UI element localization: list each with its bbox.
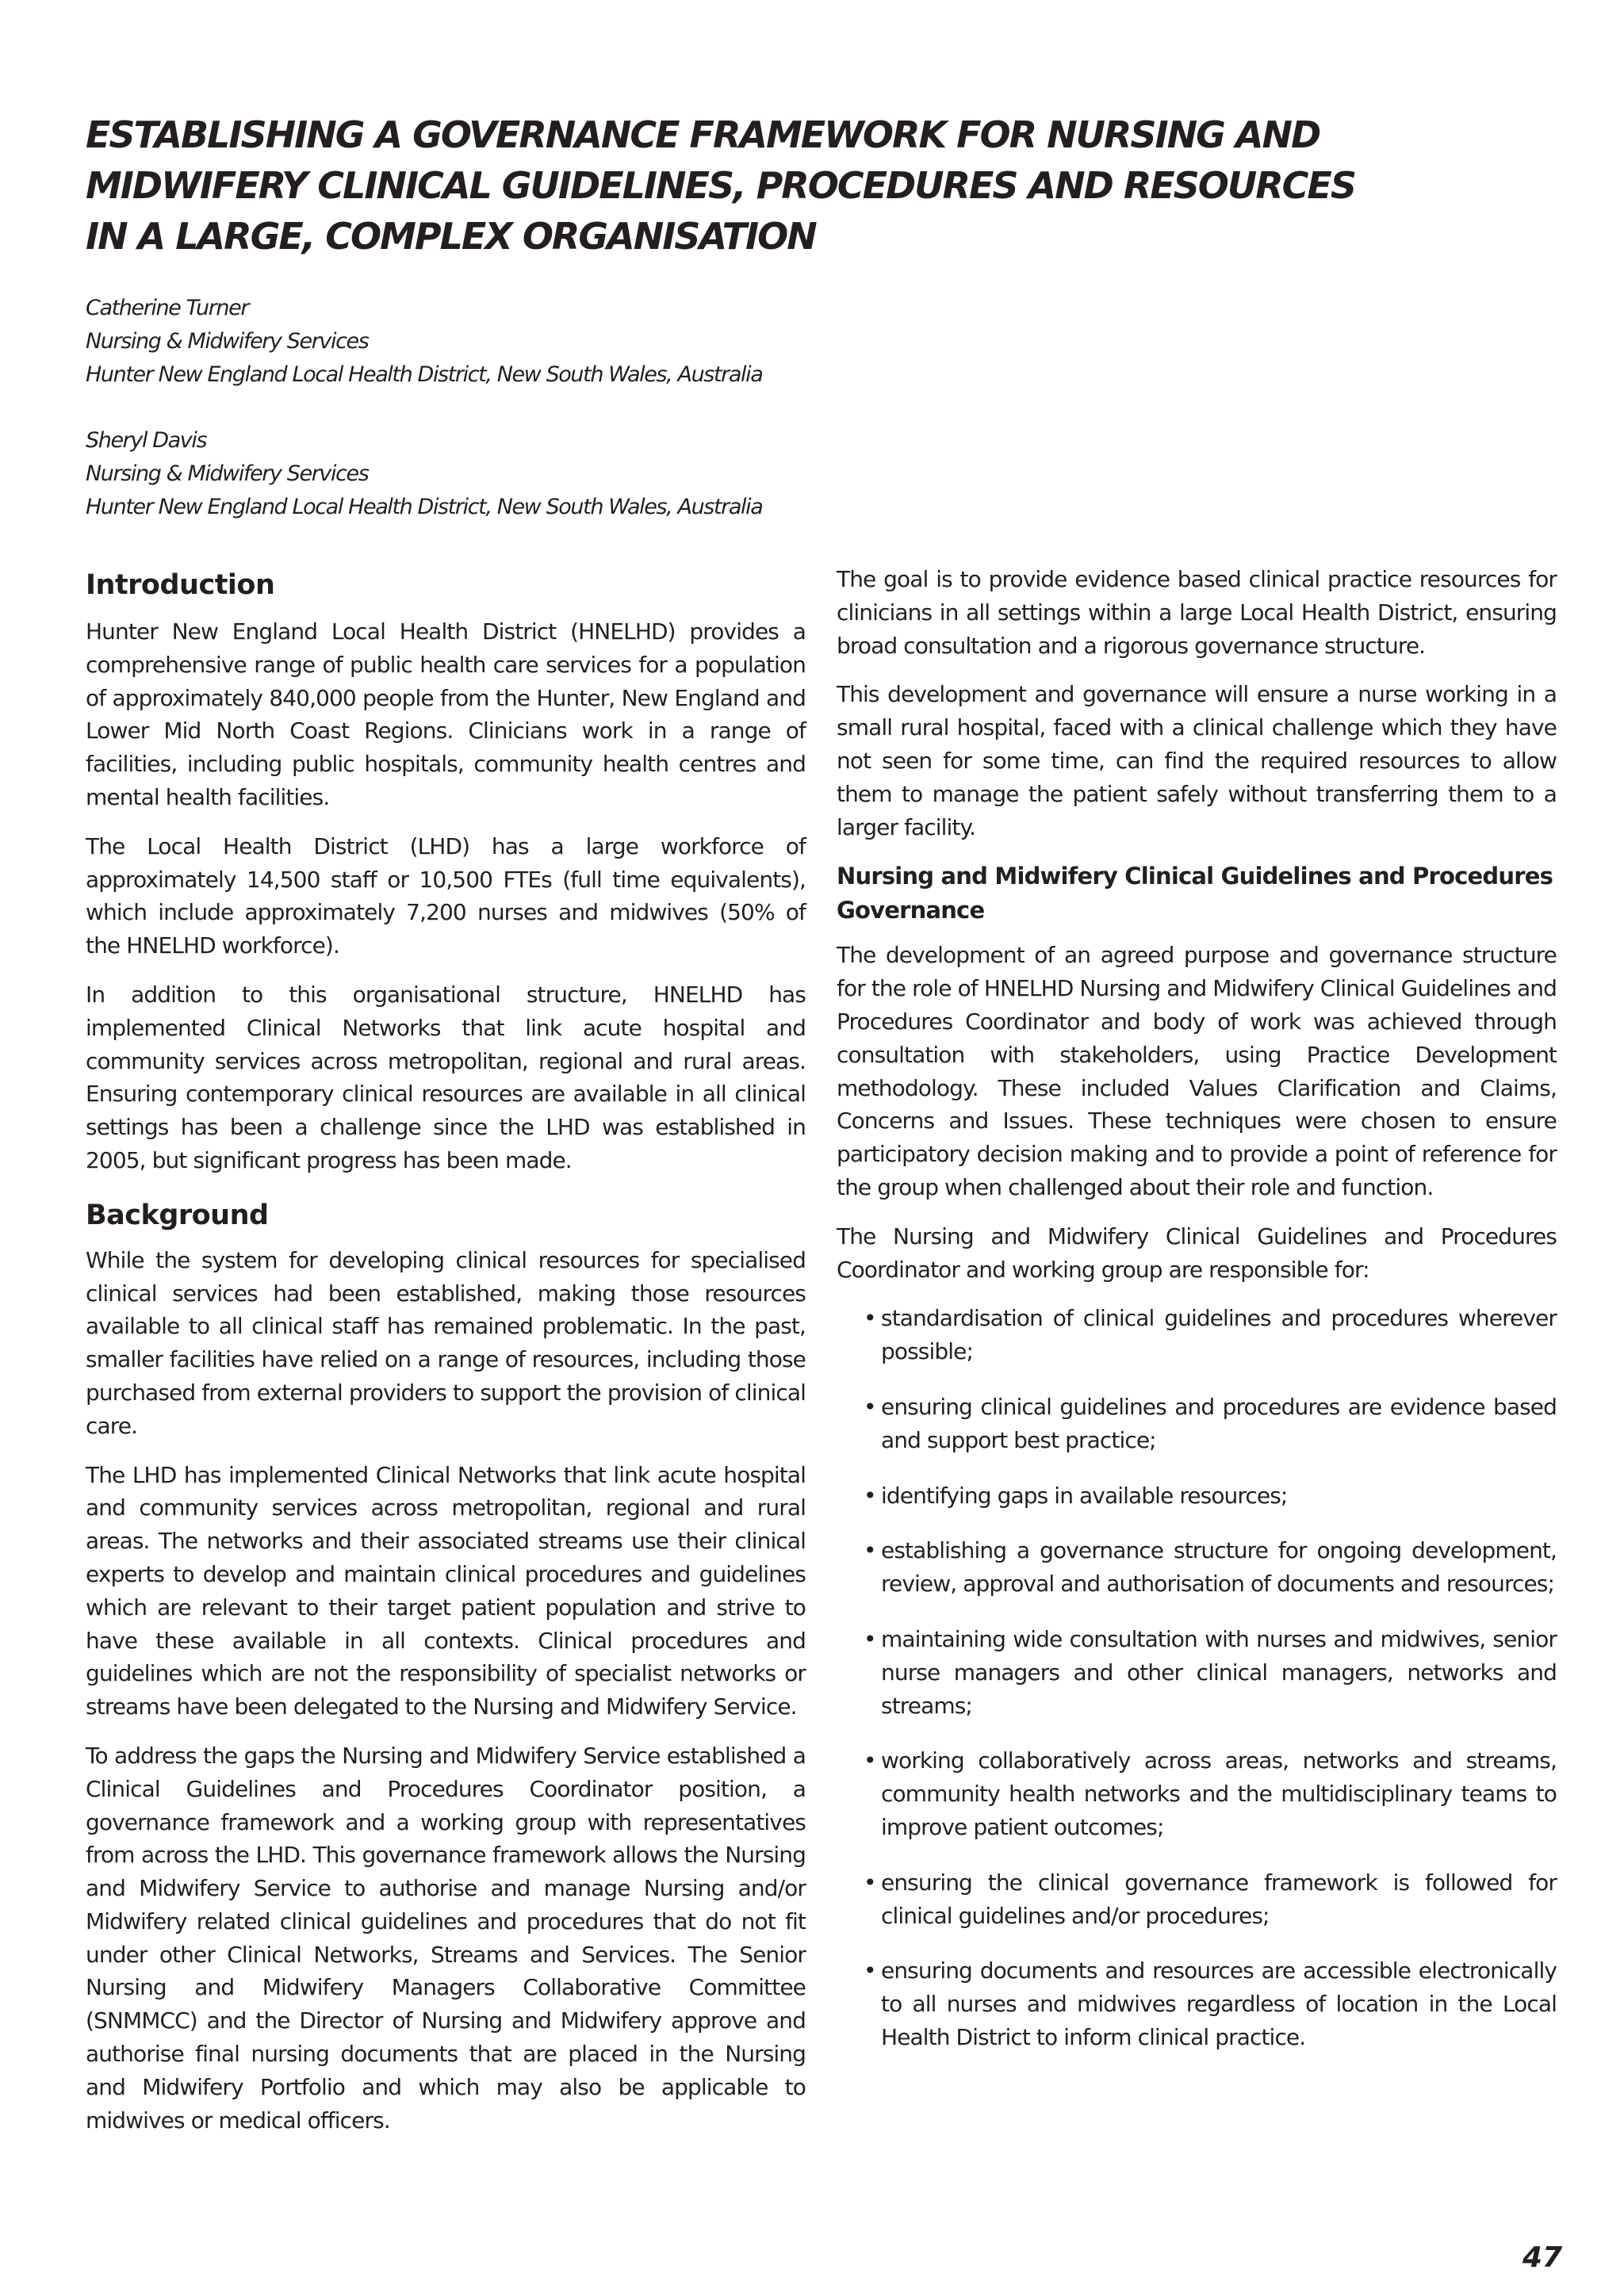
list-item-text: ensuring documents and resources are accessible electronically to all nurses and midwives regardless of location in the Local Health District to inform clinical practice. (881, 1957, 1557, 2050)
goal-paragraph: The goal is to provide evidence based clinical practice resources for clinicians in all settings within a large Local Health District, ensuring broad consultation and a rigorous governance structure. (837, 566, 1557, 659)
goal-paragraph: This development and governance will ensure a nurse working in a small rural hospital, faced with a clinical challenge which they have not seen for some time, can find the required resources to allow them to manage the patient safely without transferring them to a larger facility. (837, 681, 1557, 840)
list-item (864, 1623, 1557, 1722)
bullet-marker: • (864, 1957, 876, 1984)
bullet-marker: • (864, 1625, 876, 1652)
introduction-paragraph: The Local Health District (LHD) has a large workforce of approximately 14,500 staff or 10,500 FTEs (full time equivalents), which include approximately 7,200 nurses and midwives (50% of the HNELHD workforce). (86, 832, 806, 959)
list-item-text: ensuring the clinical governance framework is followed for clinical guidelines and/or procedures; (881, 1869, 1557, 1929)
governance-heading: Nursing and Midwifery Clinical Guidelines and Procedures Governance (837, 863, 1553, 924)
bullet-marker: • (864, 1305, 876, 1332)
page-number: 47 (1522, 2241, 1563, 2274)
title-line: IN A LARGE, COMPLEX ORGANISATION (86, 215, 816, 258)
list-item-text: maintaining wide consultation with nurses and midwives, senior nurse managers and other clinical managers, networks and streams; (881, 1625, 1557, 1719)
article-title (86, 109, 1592, 262)
list-item-text: ensuring clinical guidelines and procedures are evidence based and support best practice; (881, 1393, 1557, 1453)
list-item (864, 1391, 1557, 1457)
list-item (864, 1744, 1557, 1843)
introduction-paragraph: Hunter New England Local Health District (HNELHD) provides a comprehensive range of public health care services for a population of approximately 840,000 people from the Hunter, New England and Lower Mid North Coast Regions. Clinicians work in a range of facilities, including public hospitals, community health centres and mental health facilities. (86, 618, 806, 810)
bullet-marker: • (864, 1393, 876, 1420)
list-item-text: establishing a governance structure for ongoing development, review, approval and authorisation of documents and resources; (881, 1537, 1557, 1598)
list-item-text: standardisation of clinical guidelines and procedures wherever possible; (881, 1305, 1557, 1365)
right-column (837, 563, 1557, 2076)
list-item (864, 1954, 1557, 2053)
author-department: Nursing & Midwifery Services (86, 329, 369, 354)
title-line: MIDWIFERY CLINICAL GUIDELINES, PROCEDURES AND RESOURCES (86, 164, 1355, 207)
list-item-text: working collaboratively across areas, networks and streams, community health networks and the multidisciplinary teams to improve patient outcomes; (881, 1747, 1557, 1840)
background-paragraph: While the system for developing clinical resources for specialised clinical services had been established, making those resources available to all clinical staff has remained problematic. In the past, smaller facilities have relied on a range of resources, including those purchased from external providers to support the provision of clinical care. (86, 1246, 806, 1439)
responsibilities-list (837, 1302, 1557, 2053)
background-paragraph: The LHD has implemented Clinical Networks that link acute hospital and community services across metropolitan, regional and rural areas. The networks and their associated streams use their clinical experts to develop and maintain clinical procedures and guidelines which are relevant to their target patient population and strive to have these available in all contexts. Clinical procedures and guidelines which are not the responsibility of specialist networks or streams have been delegated to the Nursing and Midwifery Service. (86, 1461, 806, 1720)
author-department: Nursing & Midwifery Services (86, 461, 369, 486)
background-paragraph: To address the gaps the Nursing and Midwifery Service established a Clinical Guidelines and Procedures Coordinator position, a governance framework and a working group with representatives from across the LHD. This governance framework allows the Nursing and Midwifery Service to authorise and manage Nursing and/or Midwifery related clinical guidelines and procedures that do not fit under other Clinical Networks, Streams and Services. The Senior Nursing and Midwifery Managers Collaborative Committee (SNMMCC) and the Director of Nursing and Midwifery approve and authorise final nursing documents that are placed in the Nursing and Midwifery Portfolio and which may also be applicable to midwives or medical officers. (86, 1742, 806, 2133)
introduction-paragraph: In addition to this organisational structure, HNELHD has implemented Clinical Networks that link acute hospital and community services across metropolitan, regional and rural areas. Ensuring contemporary clinical resources are available in all clinical settings has been a challenge since the LHD was established in 2005, but significant progress has been made. (86, 981, 806, 1173)
author-block-2 (86, 424, 879, 524)
background-heading: Background (86, 1199, 269, 1231)
author-organisation: Hunter New England Local Health District, New South Wales, Australia (86, 495, 763, 519)
title-line: ESTABLISHING A GOVERNANCE FRAMEWORK FOR NURSING AND (86, 113, 1320, 156)
author-name: Catherine Turner (86, 296, 249, 320)
governance-paragraph: The Nursing and Midwifery Clinical Guidelines and Procedures Coordinator and working group are responsible for: (837, 1223, 1557, 1283)
list-item (864, 1479, 1557, 1513)
bullet-marker: • (864, 1869, 876, 1896)
list-item (864, 1534, 1557, 1601)
bullet-marker: • (864, 1747, 876, 1774)
author-block-1 (86, 292, 879, 392)
author-name: Sheryl Davis (86, 428, 207, 453)
left-column (86, 563, 806, 2152)
governance-paragraph: The development of an agreed purpose and governance structure for the role of HNELHD Nursing and Midwifery Clinical Guidelines and Procedures Coordinator and body of work was achieved through consultation with stakeholders, using Practice Development methodology. These included Values Clarification and Claims, Concerns and Issues. These techniques were chosen to ensure participatory decision making and to provide a point of reference for the group when challenged about their role and function. (837, 942, 1557, 1200)
list-item (864, 1302, 1557, 1368)
author-organisation: Hunter New England Local Health District, New South Wales, Australia (86, 362, 763, 387)
bullet-marker: • (864, 1537, 876, 1564)
bullet-marker: • (864, 1482, 876, 1509)
introduction-heading: Introduction (86, 569, 275, 601)
list-item-text: identifying gaps in available resources; (881, 1482, 1288, 1509)
list-item (864, 1866, 1557, 1933)
